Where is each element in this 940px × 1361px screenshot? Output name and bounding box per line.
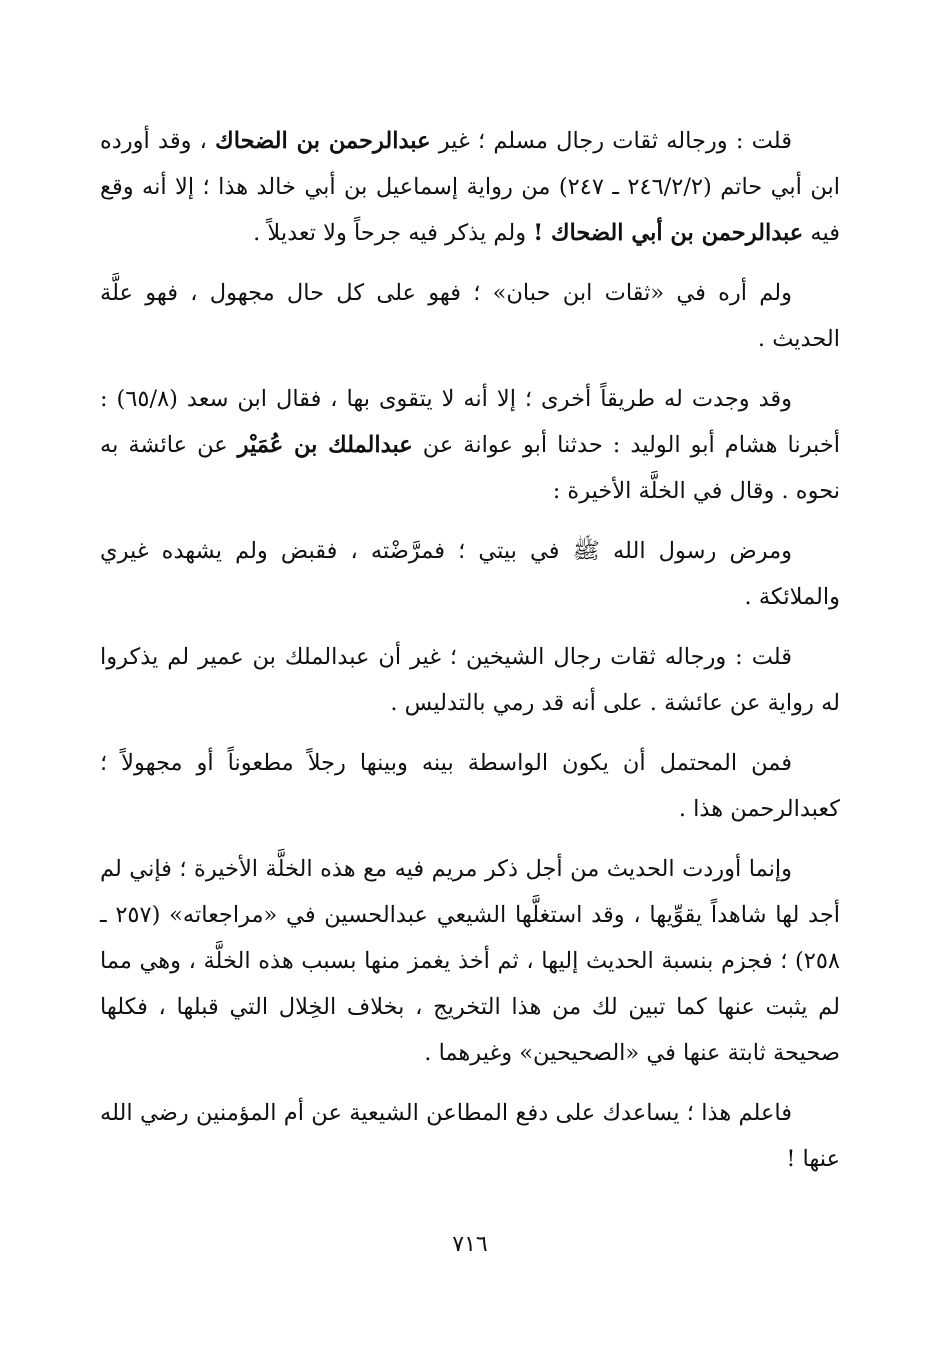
narrator-name-bold: عبدالرحمن بن الضحاك (215, 128, 431, 154)
page-body (100, 118, 840, 1194)
paragraph-6: فمن المحتمل أن يكون الواسطة بينه وبينها رجلاً مطعوناً أو مجهولاً ؛ كعبدالرحمن هذا . (100, 750, 840, 822)
paragraph-5: قلت : ورجاله ثقات رجال الشيخين ؛ غير أن عبدالملك بن عمير لم يذكروا له رواية عن عائشة . على أنه قد رمي بالتدليس . (100, 644, 840, 716)
paragraph-3 (100, 376, 840, 514)
paragraph-4: ومرض رسول الله ﷺ في بيتي ؛ فمرَّضْته ، فقبض ولم يشهده غيري والملائكة . (100, 538, 840, 610)
paragraph-1-text-c: ، وقد أورده ابن أبي حاتم (٢٤٦/٢/٢ ـ ٢٤٧) من رواية إسماعيل بن أبي خالد هذا ؛ إلا أنه وقع فيه (100, 128, 840, 246)
paragraph-3-text-c: عن عائشة به نحوه . وقال في الخلَّة الأخيرة : (100, 432, 840, 504)
paragraph-3-text-a: وقد وجدت له طريقاً أخرى ؛ إلا أنه لا يتقوى بها ، فقال ابن سعد (٦٥/٨) : أخبرنا هشام أبو الوليد : حدثنا أبو عوانة عن (100, 386, 841, 458)
paragraph-1-text-e: ولم يذكر فيه جرحاً ولا تعديلاً . (253, 220, 534, 246)
paragraph-1-text-a: قلت : ورجاله ثقات رجال مسلم ؛ غير (430, 128, 792, 154)
page-number: ٧١٦ (452, 1232, 488, 1257)
paragraph-8: فاعلم هذا ؛ يساعدك على دفع المطاعن الشيعية عن أم المؤمنين رضي الله عنها ! (100, 1100, 840, 1172)
paragraph-2: ولم أره في «ثقات ابن حبان» ؛ فهو على كل حال مجهول ، فهو علَّة الحديث . (100, 280, 840, 352)
narrator-name-bold-3: عبدالملك بن عُمَيْر (237, 432, 413, 458)
narrator-name-bold-2: عبدالرحمن بن أبي الضحاك ! (533, 220, 804, 246)
paragraph-7: وإنما أوردت الحديث من أجل ذكر مريم فيه مع هذه الخلَّة الأخيرة ؛ فإني لم أجد لها شاهداً يقوِّيها ، وقد استغلَّها الشيعي عبدالحسين في «مراجعاته» (٢٥٧ ـ ٢٥٨) ؛ فجزم بنسبة الحديث إليها ، ثم أخذ يغمز منها بسبب هذه الخلَّة ، وهي مما لم يثبت عنها كما تبين لك من هذا التخريج ، بخلاف الخِلال التي قبلها ، فكلها صحيحة ثابتة عنها في «الصحيحين» وغيرهما . (100, 856, 841, 1066)
paragraph-1 (100, 118, 840, 256)
